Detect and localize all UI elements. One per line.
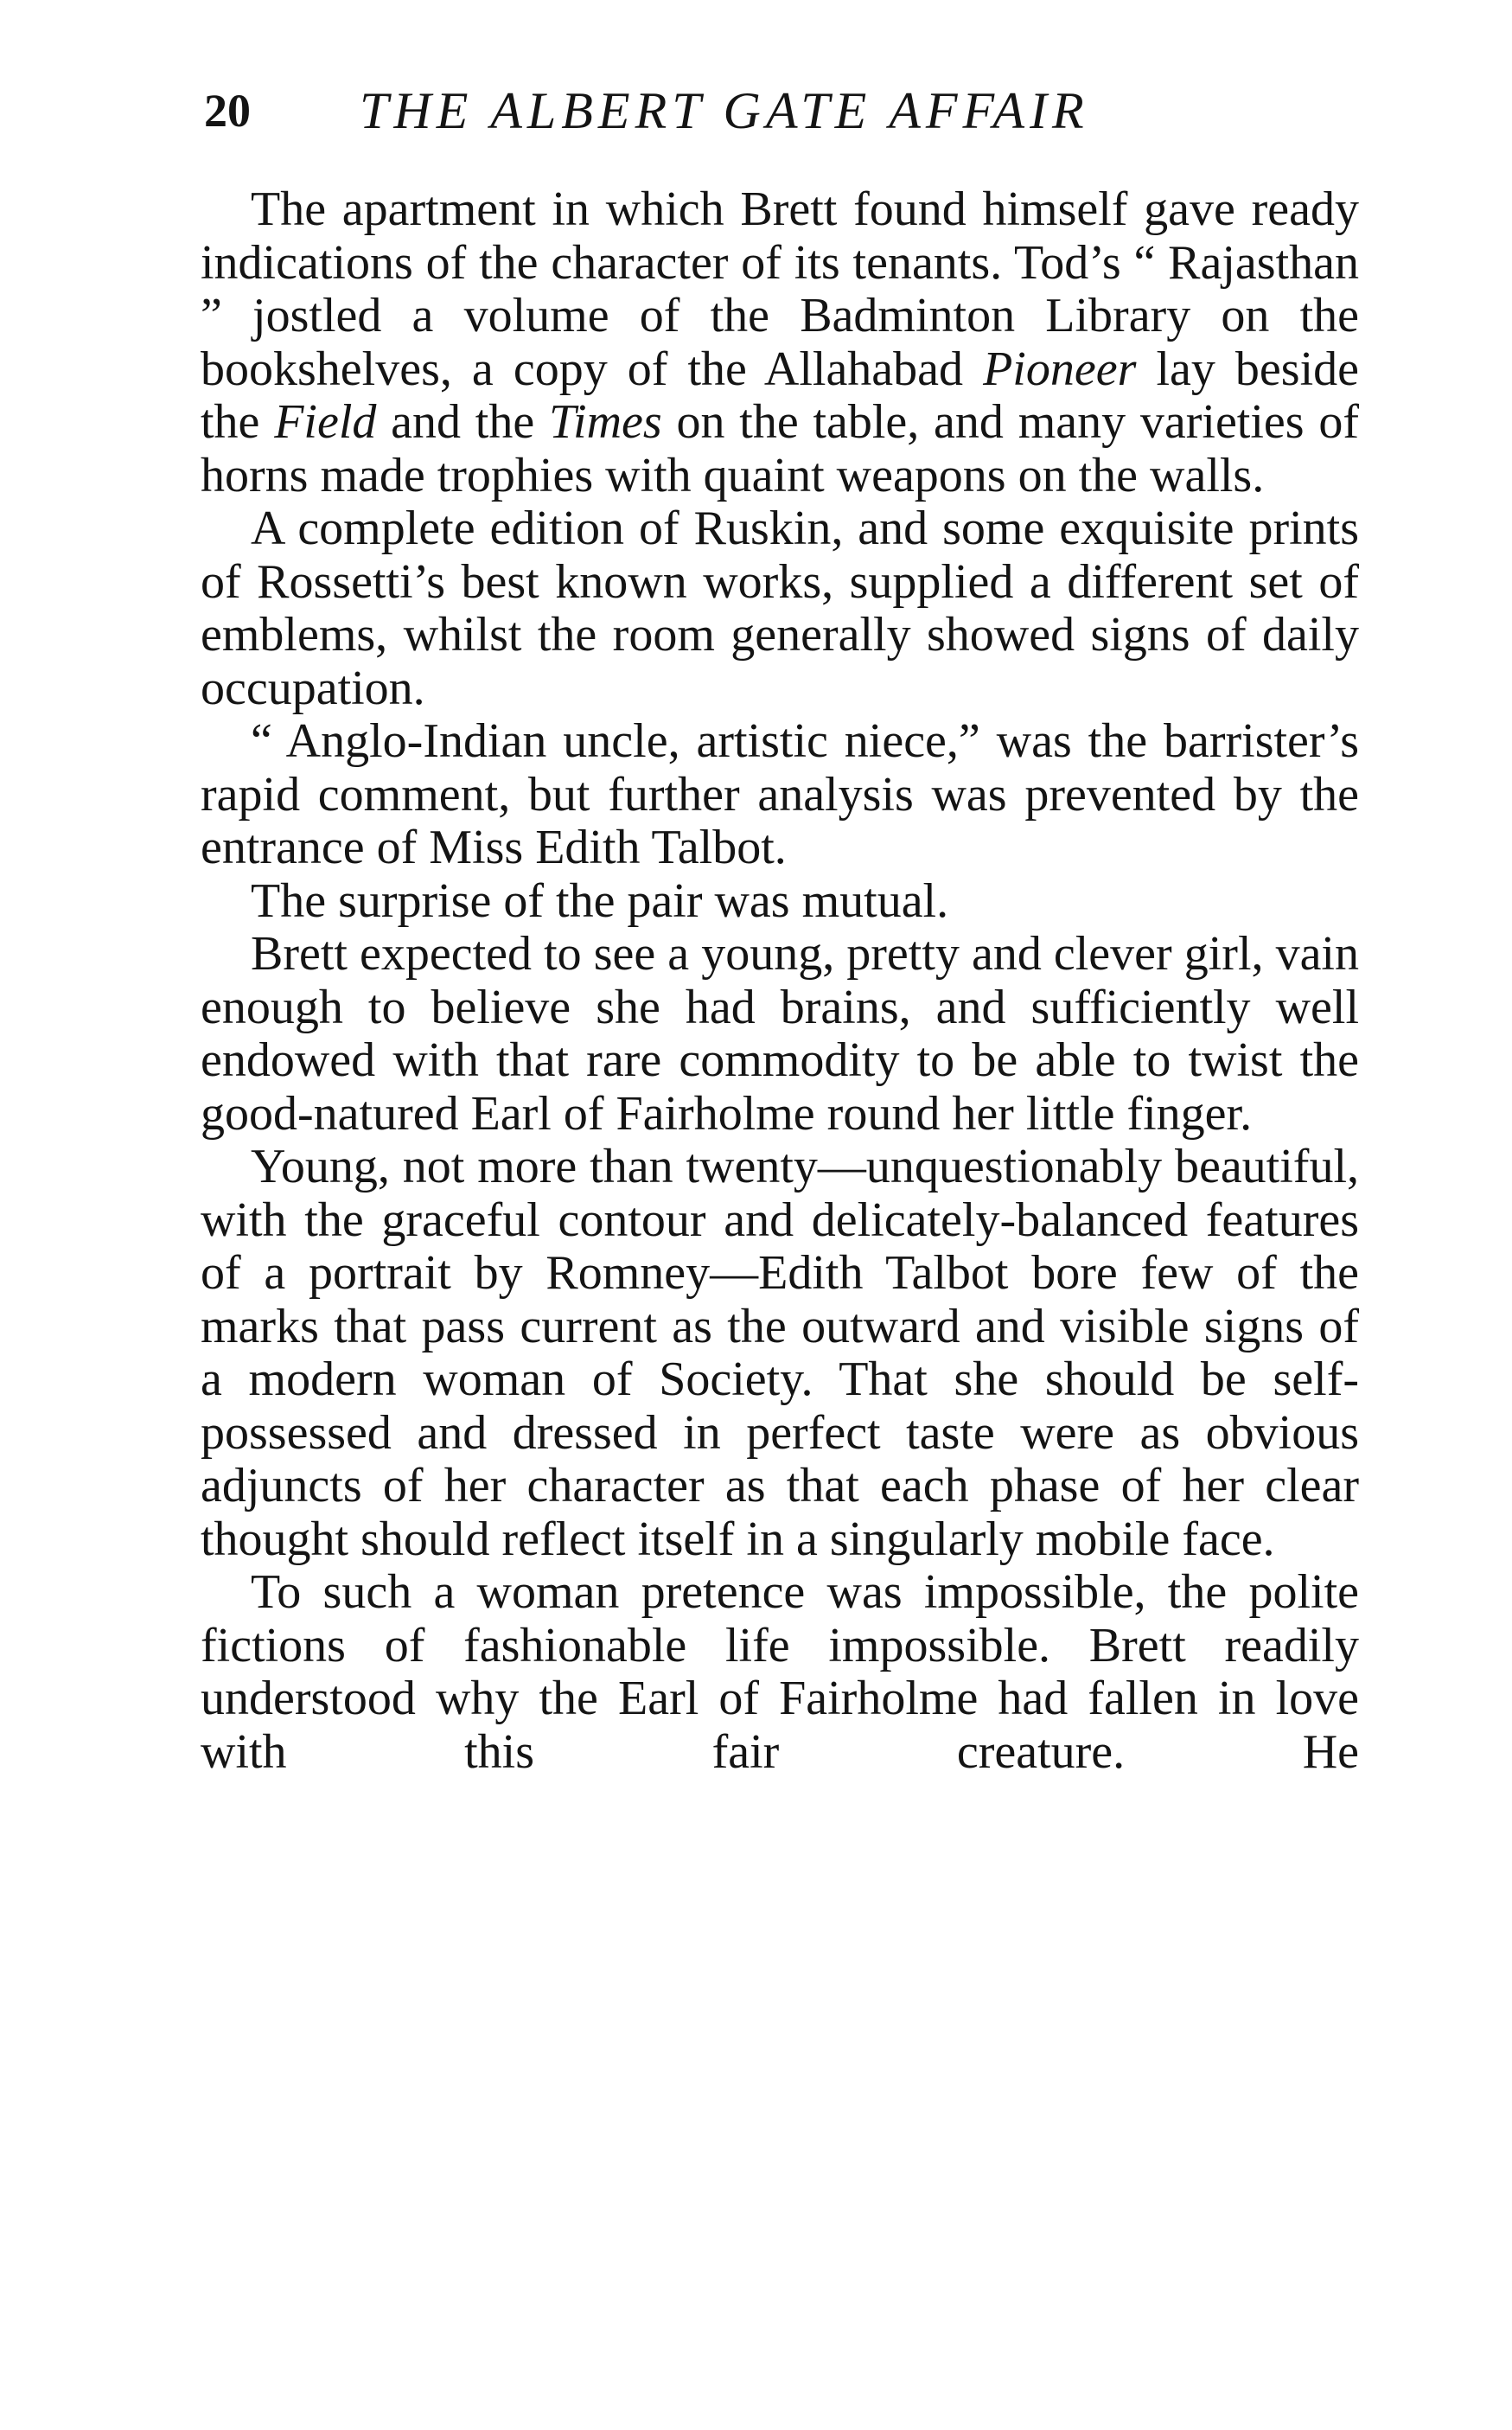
page-number: 20 [204, 85, 251, 137]
paragraph-surprise: The surprise of the pair was mutual. [251, 873, 949, 928]
paragraph-description: Young, not more than twenty—unquestionably beautiful, with the graceful contour and delicately-balanced features of a portrait by Romney—Edith Talbot bore few of the marks that pass current as the outward and visible signs of a modern woman of Society. That she should be self-possessed and dressed in perfect taste were as obvious adjuncts of her character as that each phase of her clear thought should reflect itself in a singularly mobile face. [201, 1140, 1359, 1566]
paragraph-expectation: Brett expected to see a young, pretty and clever girl, vain enough to believe she had brains, and sufficiently well endowed with that rare commodity to be able to twist the good-natured Earl of Fairholme round her little finger. [201, 927, 1359, 1141]
running-title: THE ALBERT GATE AFFAIR [360, 82, 1089, 139]
running-head [204, 76, 1362, 145]
paragraph-text: on the table, and many varieties of horns made trophies with quaint weapons on the walls. [201, 395, 1359, 502]
paragraph-pretence: To such a woman pretence was impossible, the polite fictions of fashionable life impossible. Brett readily understood why the Earl of Fairholme had fallen in love with this fair creature. He [201, 1565, 1359, 1779]
paragraph-apartment [201, 183, 1359, 502]
body-text [201, 183, 1359, 1779]
paragraph-ruskin: A complete edition of Ruskin, and some exquisite prints of Rossetti’s best known works, supplied a different set of emblems, whilst the room generally showed signs of daily occupation. [201, 502, 1359, 715]
paragraph-text: The apartment in which Brett found himself gave ready indications of the character of its tenants. Tod’s “ Rajasthan ” jostled a volume of the Badminton Library on the bookshelves, a copy of the Allahabad [201, 182, 1359, 396]
newspaper-title-times: Times [549, 395, 662, 449]
newspaper-title-pioneer: Pioneer [983, 342, 1137, 396]
newspaper-title-field: Field [274, 395, 377, 449]
paragraph-text: lay beside the [201, 342, 1359, 449]
paragraph-comment: “ Anglo-Indian uncle, artistic niece,” was the barrister’s rapid comment, but further analysis was prevented by the entrance of Miss Edith Talbot. [201, 714, 1359, 874]
paragraph-text: and the [376, 395, 549, 449]
